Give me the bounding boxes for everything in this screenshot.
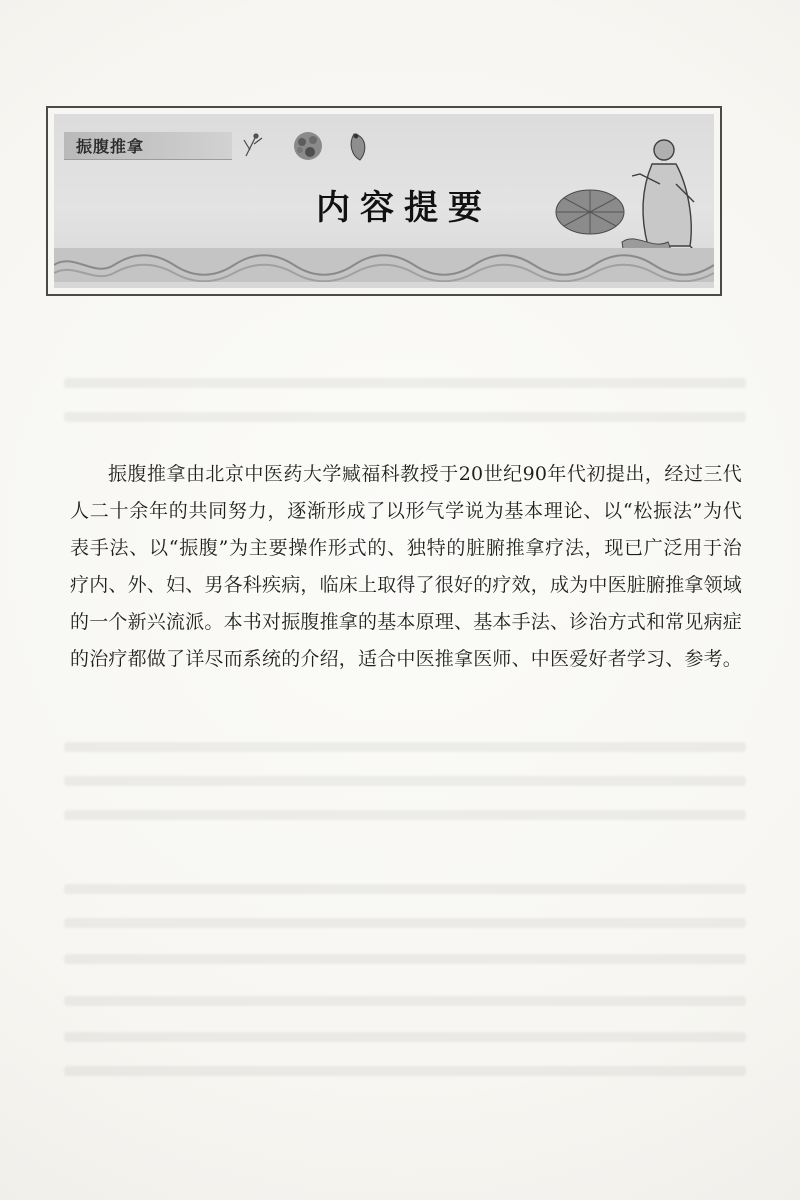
branch-icon — [244, 134, 262, 156]
bleed-through-line — [64, 810, 746, 820]
bleed-through-line — [64, 378, 746, 388]
flower-ball-icon — [294, 132, 322, 160]
summary-paragraph: 振腹推拿由北京中医药大学臧福科教授于20世纪90年代初提出，经过三代人二十余年的共同努力，逐渐形成了以形气学说为基本理论、以“松振法”为代表手法、以“振腹”为主要操作形式的、独特的脏腑推拿疗法，现已广泛用于治疗内、外、妇、男各科疾病，临床上取得了很好的疗效，成为中医脏腑推拿领域的一个新兴流派。本书对振腹推拿的基本原理、基本手法、诊治方式和常见病症的治疗都做了详尽而系统的介绍，适合中医推拿医师、中医爱好者学习、参考。 — [70, 463, 743, 670]
bleed-through-line — [64, 412, 746, 422]
bleed-through-line — [64, 954, 746, 964]
umbrella-icon — [556, 190, 624, 234]
section-tag: 振腹推拿 — [64, 132, 232, 160]
bleed-through-line — [64, 918, 746, 928]
decorative-icons — [238, 126, 378, 166]
bird-icon — [351, 134, 365, 160]
cloud-ornament-band — [54, 248, 714, 282]
chapter-banner — [46, 106, 722, 296]
bleed-through-line — [64, 742, 746, 752]
summary-content — [70, 456, 742, 678]
bleed-through-line — [64, 776, 746, 786]
bleed-through-line — [64, 884, 746, 894]
bleed-through-line — [64, 996, 746, 1006]
banner-panel — [54, 114, 714, 288]
page-title: 内容提要 — [316, 188, 492, 228]
bleed-through-line — [64, 1032, 746, 1042]
bleed-through-line — [64, 1066, 746, 1076]
